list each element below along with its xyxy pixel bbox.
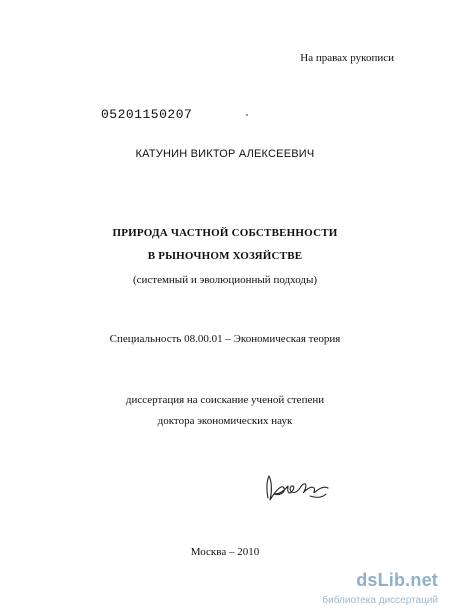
- dslib-watermark: [308, 570, 438, 610]
- scan-dot: [246, 114, 248, 116]
- handwritten-signature: [262, 470, 334, 506]
- dissertation-line-2: доктора экономических наук: [157, 415, 293, 427]
- dissertation-line-1: диссертация на соискание ученой степени: [125, 394, 325, 406]
- specialty: Специальность 08.00.01 – Экономическая теория: [109, 333, 341, 345]
- watermark-caption: библиотека диссертаций: [322, 595, 438, 606]
- watermark-logo: dsLib.net: [356, 570, 438, 590]
- subtitle: (системный и эволюционный подходы): [132, 274, 318, 286]
- title-line-2: В РЫНОЧНОМ ХОЗЯЙСТВЕ: [147, 250, 303, 262]
- document-number: 05201150207: [101, 107, 193, 122]
- title-line-1: ПРИРОДА ЧАСТНОЙ СОБСТВЕННОСТИ: [112, 227, 338, 239]
- city-year: Москва – 2010: [190, 546, 260, 558]
- author-name: КАТУНИН ВИКТОР АЛЕКСЕЕВИЧ: [135, 148, 315, 160]
- rights-note: На правах рукописи: [300, 52, 394, 64]
